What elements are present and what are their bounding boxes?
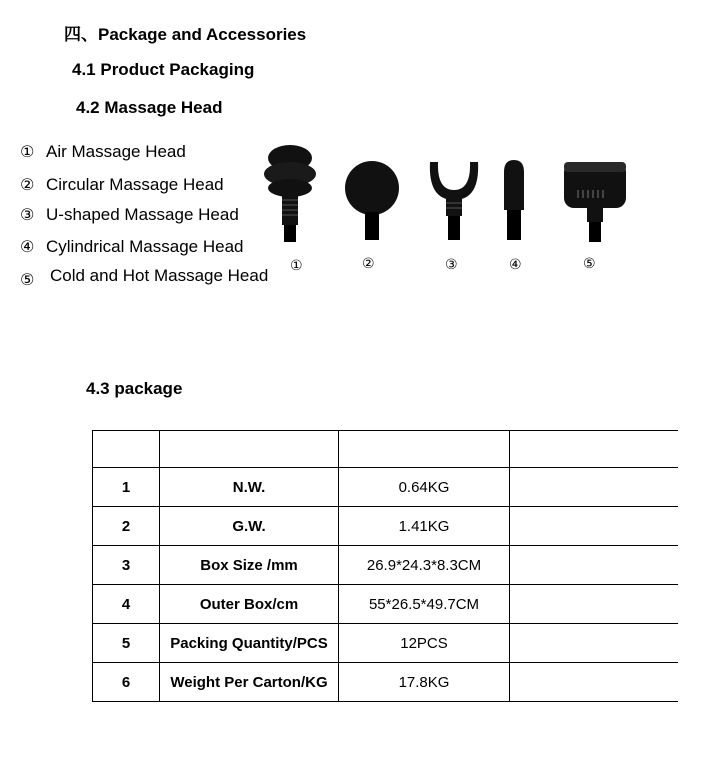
image-caption: ④ [509,257,522,273]
row-item: Box Size /mm [160,546,339,585]
row-value: 55*26.5*49.7CM [339,585,510,624]
table-row [93,663,679,702]
row-item: Packing Quantity/PCS [160,624,339,663]
row-value: 26.9*24.3*8.3CM [339,546,510,585]
row-number: 2 [93,507,160,546]
circular-massage-head-icon [345,161,399,240]
row-number: 5 [93,624,160,663]
list-item [20,142,186,162]
cold-hot-massage-head-icon [564,162,626,242]
list-item [20,205,239,225]
row-value: 1.41KG [339,507,510,546]
air-massage-head-icon [264,145,316,242]
list-number: ④ [20,237,35,256]
row-item: N.W. [160,468,339,507]
cylindrical-massage-head-icon [504,160,524,240]
table-header-cell [510,431,679,468]
image-caption: ① [290,258,303,274]
subsection-package: 4.3 package [86,379,183,398]
table-header-row [93,431,679,468]
list-number: ② [20,175,35,194]
row-extra [510,624,679,663]
row-number: 4 [93,585,160,624]
row-extra [510,507,679,546]
table-row [93,585,679,624]
row-number: 1 [93,468,160,507]
image-caption: ⑤ [583,256,596,272]
table-header-cell [160,431,339,468]
list-number: ③ [20,205,35,224]
massage-heads-image [258,140,638,280]
list-label: Cylindrical Massage Head [46,237,244,256]
image-caption: ② [362,256,375,272]
list-label: Cold and Hot Massage Head [50,266,269,285]
table-row [93,468,679,507]
list-number: ① [20,142,35,161]
table-row [93,507,679,546]
row-extra [510,585,679,624]
list-label: Air Massage Head [46,142,186,161]
row-value: 0.64KG [339,468,510,507]
row-item: G.W. [160,507,339,546]
subsection-massage-head: 4.2 Massage Head [76,98,223,117]
list-label: Circular Massage Head [46,175,224,194]
list-number: ⑤ [20,270,35,289]
row-value: 12PCS [339,624,510,663]
list-item [20,237,243,257]
list-item [20,266,269,289]
row-number: 6 [93,663,160,702]
row-extra [510,546,679,585]
list-label: U-shaped Massage Head [46,205,239,224]
row-extra [510,468,679,507]
u-shaped-massage-head-icon [430,162,478,240]
table-row [93,624,679,663]
massage-heads-illustration [258,140,638,250]
subsection-product-packaging: 4.1 Product Packaging [72,60,255,79]
row-extra [510,663,679,702]
image-caption: ③ [445,257,458,273]
row-item: Outer Box/cm [160,585,339,624]
table-header-cell [339,431,510,468]
row-number: 3 [93,546,160,585]
row-value: 17.8KG [339,663,510,702]
package-spec-table [92,430,678,702]
table-header-cell [93,431,160,468]
list-item [20,175,224,195]
section-title: 四、Package and Accessories [64,25,307,44]
table-row [93,546,679,585]
row-item: Weight Per Carton/KG [160,663,339,702]
